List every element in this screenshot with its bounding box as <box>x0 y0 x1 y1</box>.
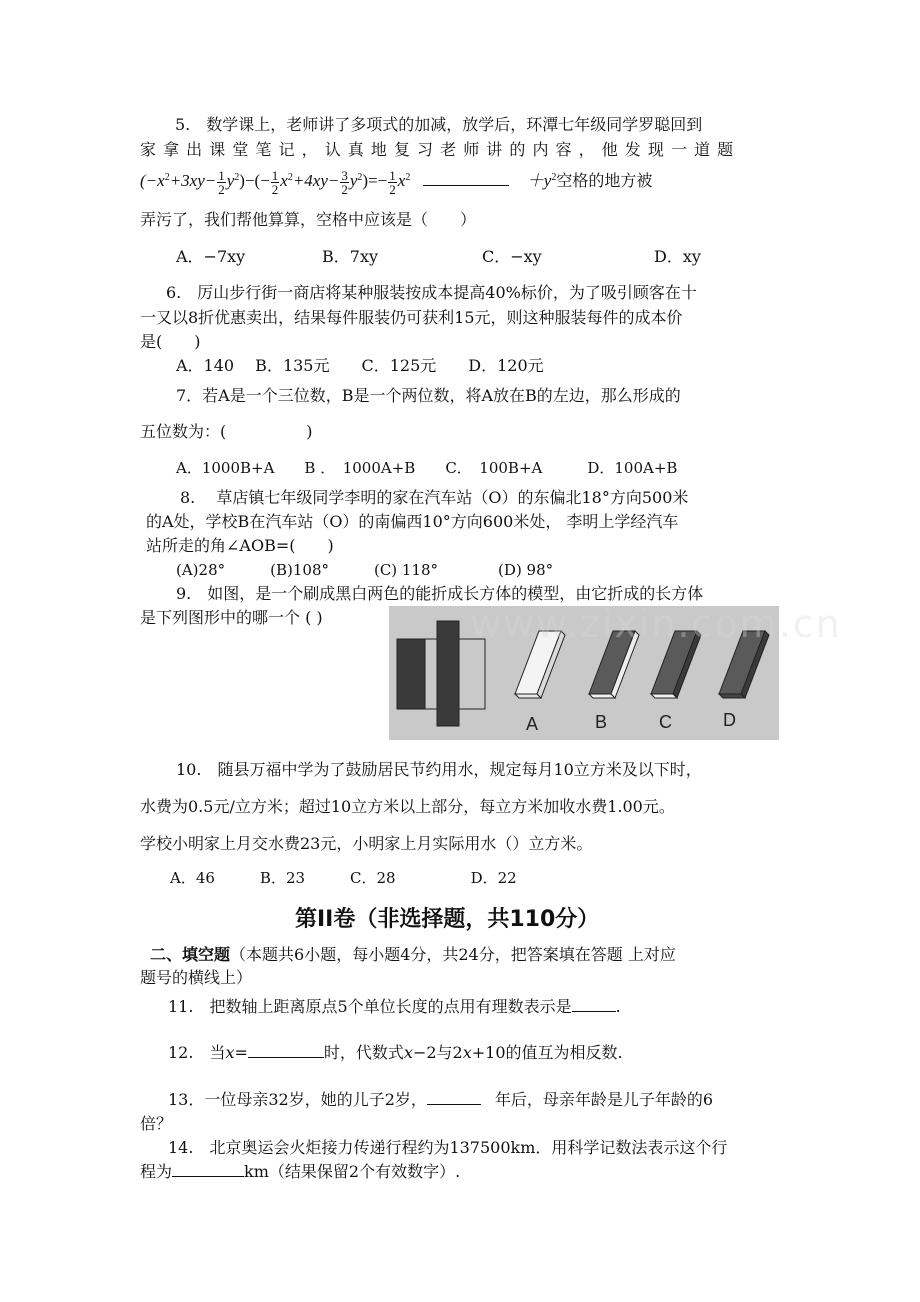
num: 1 <box>271 167 279 183</box>
exp: 2 <box>287 172 293 183</box>
q11-blank[interactable] <box>572 1011 616 1012</box>
q5-blank[interactable] <box>423 185 509 186</box>
eq-part: +4xy− <box>292 171 340 190</box>
num: 1 <box>218 167 225 183</box>
eq-part: y <box>226 171 235 190</box>
q14-line1: 14. 北京奥运会火炬接力传递行程约为137500km．用科学记数法表示这个行 <box>168 1138 728 1157</box>
q6-line3: 是( ) <box>140 332 201 351</box>
section-heading: 第II卷（非选择题，共110分） <box>295 907 600 932</box>
q8-options: (A)28° (B)108° (C) 118° (D) 98° <box>176 561 554 579</box>
q9-line1: 9. 如图，是一个刷成黑白两色的能折成长方体的模型，由它折成的长方体 <box>176 584 704 603</box>
section-part-intro <box>150 945 676 965</box>
q12-eq: = <box>234 1043 248 1062</box>
q5-option-d: D．xy <box>654 247 701 266</box>
net-dark-face <box>397 639 425 709</box>
q10-options: A．46 B．23 C．28 D．22 <box>170 869 517 887</box>
q5-line1: 5. 数学课上，老师讲了多项式的加减，放学后，环潭七年级同学罗聪回到 <box>175 115 703 134</box>
exp: 2 <box>551 172 557 183</box>
q11-end: . <box>615 997 621 1016</box>
q7-line1: 7．若A是一个三位数，B是一个两位数，将A放在B的左边，那么形成的 <box>176 386 681 405</box>
eq-part: y <box>349 171 358 190</box>
fraction <box>340 169 349 196</box>
eq-part: )−(− <box>239 171 270 190</box>
exp: 2 <box>405 172 411 183</box>
q5-option-c: C．−xy <box>482 247 542 266</box>
q12-blank[interactable] <box>248 1057 324 1058</box>
fig-label-d: D <box>723 710 736 730</box>
exp: 2 <box>164 172 170 183</box>
q14-blank[interactable] <box>172 1176 244 1177</box>
den: 2 <box>341 181 348 197</box>
den: 2 <box>271 181 279 197</box>
eq-part: (−x <box>140 171 165 190</box>
fraction <box>388 169 397 196</box>
q11-text: 11. 把数轴上距离原点5个单位长度的点用有理数表示是 <box>168 997 572 1016</box>
eq-part: x <box>397 171 406 190</box>
q6-line1: 6. 厉山步行街一商店将某种服装按成本提高40%标价，为了吸引顾客在十 <box>166 283 697 302</box>
q11 <box>168 997 621 1017</box>
eq-part: )=− <box>362 171 388 190</box>
q12-var: x <box>403 1043 413 1062</box>
q12-pre: 12. 当 <box>168 1043 226 1062</box>
fig-label-c: C <box>659 712 672 732</box>
eq-part: 空格的地方被 <box>556 171 653 190</box>
net-dark-strip <box>437 621 459 726</box>
q8-line1: 8. 草店镇七年级同学李明的家在汽车站（O）的东偏北18°方向500米 <box>180 488 689 507</box>
num: 1 <box>389 167 396 183</box>
watermark: www.zixin.com.cn <box>470 602 842 646</box>
q10-line1: 10. 随县万福中学为了鼓励居民节约用水，规定每月10立方米及以下时， <box>176 760 702 779</box>
q5-line4: 弄污了，我们帮他算算，空格中应该是（ ） <box>140 210 477 229</box>
exp: 2 <box>234 172 240 183</box>
den: 2 <box>218 181 225 197</box>
eq-part: x <box>280 171 288 190</box>
den: 2 <box>389 181 396 197</box>
q5-equation <box>140 164 652 198</box>
q5-option-b: B．7xy <box>322 247 379 266</box>
eq-part: ＋y <box>526 171 552 190</box>
q14-text: 程为 <box>140 1162 173 1181</box>
part-text: （本题共6小题，每小题4分，共24分，把答案填在答题 上对应 <box>230 945 676 964</box>
q5-option-a: A．−7xy <box>176 247 246 266</box>
q7-options: A．1000B+A B ． 1000A+B C． 100B+A D．100A+B <box>176 459 678 477</box>
q13-blank[interactable] <box>427 1104 481 1105</box>
q9-line2: 是下列图形中的哪一个 ( ) <box>140 608 323 627</box>
q12-mid: 时，代数式 <box>323 1043 404 1062</box>
fig-label-a: A <box>526 714 539 734</box>
fig-label-b: B <box>595 712 608 732</box>
q12 <box>168 1043 623 1063</box>
q10-line3: 学校小明家上月交水费23元，小明家上月实际用水（）立方米。 <box>140 834 593 853</box>
box-b-front <box>589 694 615 698</box>
box-c-front <box>651 694 677 698</box>
net-light-face <box>459 639 485 709</box>
section-part-line2: 题号的横线上） <box>140 968 253 987</box>
eq-part: +3xy− <box>169 171 217 190</box>
net-light-face <box>425 639 437 709</box>
box-d-front <box>719 694 745 698</box>
q14-text: km（结果保留2个有效数字）. <box>244 1162 461 1181</box>
q12-var: x <box>462 1043 472 1062</box>
q14-line2 <box>140 1162 460 1182</box>
box-a-front <box>515 694 541 698</box>
fraction <box>217 169 226 196</box>
q8-line2: 的A处，学校B在汽车站（O）的南偏西10°方向600米处， 李明上学经汽车 <box>146 512 679 531</box>
q12-var: x <box>225 1043 235 1062</box>
q8-line3: 站所走的角∠AOB=( ) <box>146 536 334 555</box>
exp: 2 <box>357 172 363 183</box>
q13-text: 13．一位母亲32岁，她的儿子2岁， <box>168 1090 427 1109</box>
q13-line2: 倍？ <box>140 1114 173 1133</box>
q13-line1 <box>168 1090 713 1110</box>
q10-line2: 水费为0.5元/立方米；超过10立方米以上部分，每立方米加收水费1.00元。 <box>140 797 675 816</box>
q7-line2: 五位数为：( ) <box>140 422 313 441</box>
q5-line2: 家 拿 出 课 堂 笔 记 ， 认 真 地 复 习 老 师 讲 的 内 容 ， 他 发 现 一 道 题 <box>140 140 735 159</box>
q13-text: 年后，母亲年龄是儿子年龄的6 <box>494 1090 714 1109</box>
q12-expr: +10的值互为相反数. <box>471 1043 623 1062</box>
part-label: 二、填空题 <box>150 945 231 964</box>
num: 3 <box>341 167 348 183</box>
q12-expr: −2与2 <box>412 1043 463 1062</box>
q6-line2: 一又以8折优惠卖出，结果每件服装仍可获利15元，则这种服装每件的成本价 <box>140 308 683 327</box>
q6-options: A．140 B．135元 C．125元 D．120元 <box>176 356 544 375</box>
fraction <box>271 169 280 196</box>
